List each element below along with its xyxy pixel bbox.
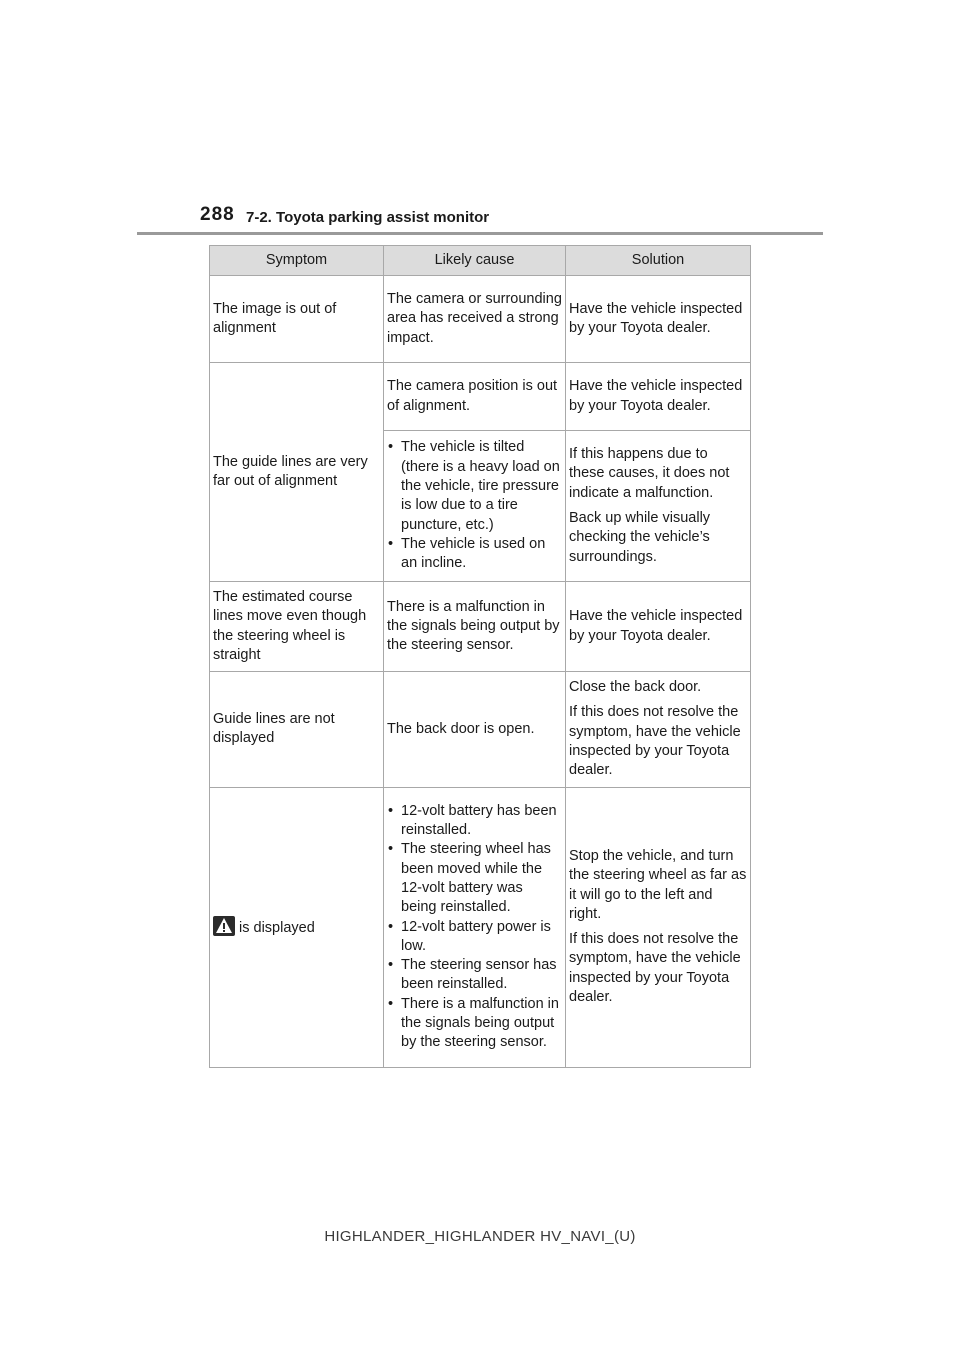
cause-bullet: • 12-volt battery power is low. xyxy=(387,918,562,957)
symptom-text: The estimated course lines move even though the steering wheel is straight xyxy=(213,589,367,663)
footer-model-code: HIGHLANDER_HIGHLANDER HV_NAVI_(U) xyxy=(324,1228,636,1245)
solution-cell xyxy=(566,431,751,582)
symptom-cell xyxy=(210,787,384,1067)
solution-text: Stop the vehicle, and turn the steering wheel as far as it will go to the left and right. xyxy=(569,847,747,922)
solution-cell xyxy=(566,672,751,787)
solution-text: Back up while visually checking the vehicle’s surroundings. xyxy=(569,510,711,565)
solution-text: Close the back door. xyxy=(569,679,702,696)
section-title: 7-2. Toyota parking assist monitor xyxy=(246,209,490,226)
page-number: 288 xyxy=(200,204,235,225)
cause-bullet: • 12-volt battery has been reinstalled. xyxy=(387,802,562,841)
symptom-text: Guide lines are not displayed xyxy=(213,711,335,747)
column-header-symptom: Symptom xyxy=(210,246,384,276)
cause-cell xyxy=(384,276,566,363)
warning-icon xyxy=(213,916,235,936)
cause-cell xyxy=(384,363,566,431)
cause-bullet: • The steering sensor has been reinstalled. xyxy=(387,956,562,995)
table-header-row xyxy=(210,246,751,276)
cause-bullet-list xyxy=(387,802,562,1053)
solution-text: Have the vehicle inspected by your Toyota dealer. xyxy=(569,300,743,336)
symptom-cell xyxy=(210,363,384,582)
column-header-solution: Solution xyxy=(566,246,751,276)
solution-text: Have the vehicle inspected by your Toyota dealer. xyxy=(569,378,743,414)
cause-cell xyxy=(384,787,566,1067)
symptom-text: The guide lines are very far out of alignment xyxy=(213,453,368,489)
table-row xyxy=(210,276,751,363)
table-row xyxy=(210,672,751,787)
cause-bullet-list xyxy=(387,438,562,573)
column-header-likely-cause: Likely cause xyxy=(384,246,566,276)
troubleshooting-table xyxy=(209,245,751,1068)
symptom-text: The image is out of alignment xyxy=(213,300,337,336)
cause-text: The camera or surrounding area has received a strong impact. xyxy=(387,291,562,346)
solution-cell xyxy=(566,787,751,1067)
cause-bullet: • There is a malfunction in the signals being output by the steering sensor. xyxy=(387,995,562,1053)
table-row xyxy=(210,363,751,431)
symptom-cell xyxy=(210,582,384,672)
table-row xyxy=(210,787,751,1067)
solution-text: Have the vehicle inspected by your Toyota dealer. xyxy=(569,608,743,644)
cause-text: The camera position is out of alignment. xyxy=(387,378,558,414)
cause-cell xyxy=(384,672,566,787)
header-rule xyxy=(137,232,823,235)
table-row xyxy=(210,582,751,672)
cause-bullet: • The vehicle is tilted (there is a heavy load on the vehicle, tire pressure is low due to a tire puncture, etc.) xyxy=(387,438,562,534)
symptom-cell xyxy=(210,672,384,787)
cause-bullet: • The vehicle is used on an incline. xyxy=(387,535,562,574)
solution-cell xyxy=(566,582,751,672)
symptom-text: is displayed xyxy=(239,920,315,937)
solution-text: If this happens due to these causes, it does not indicate a malfunction. xyxy=(569,446,730,501)
cause-bullet: • The steering wheel has been moved while the 12-volt battery was being reinstalled. xyxy=(387,840,562,917)
cause-text: The back door is open. xyxy=(387,720,535,737)
cause-cell xyxy=(384,582,566,672)
symptom-text-with-icon xyxy=(213,916,380,938)
solution-cell xyxy=(566,276,751,363)
cause-text: There is a malfunction in the signals being output by the steering sensor. xyxy=(387,598,560,654)
solution-cell xyxy=(566,363,751,431)
cause-cell xyxy=(384,431,566,582)
symptom-cell xyxy=(210,276,384,363)
solution-text: If this does not resolve the symptom, have the vehicle inspected by your Toyota dealer. xyxy=(569,704,741,779)
solution-text: If this does not resolve the symptom, have the vehicle inspected by your Toyota dealer. xyxy=(569,931,741,1006)
